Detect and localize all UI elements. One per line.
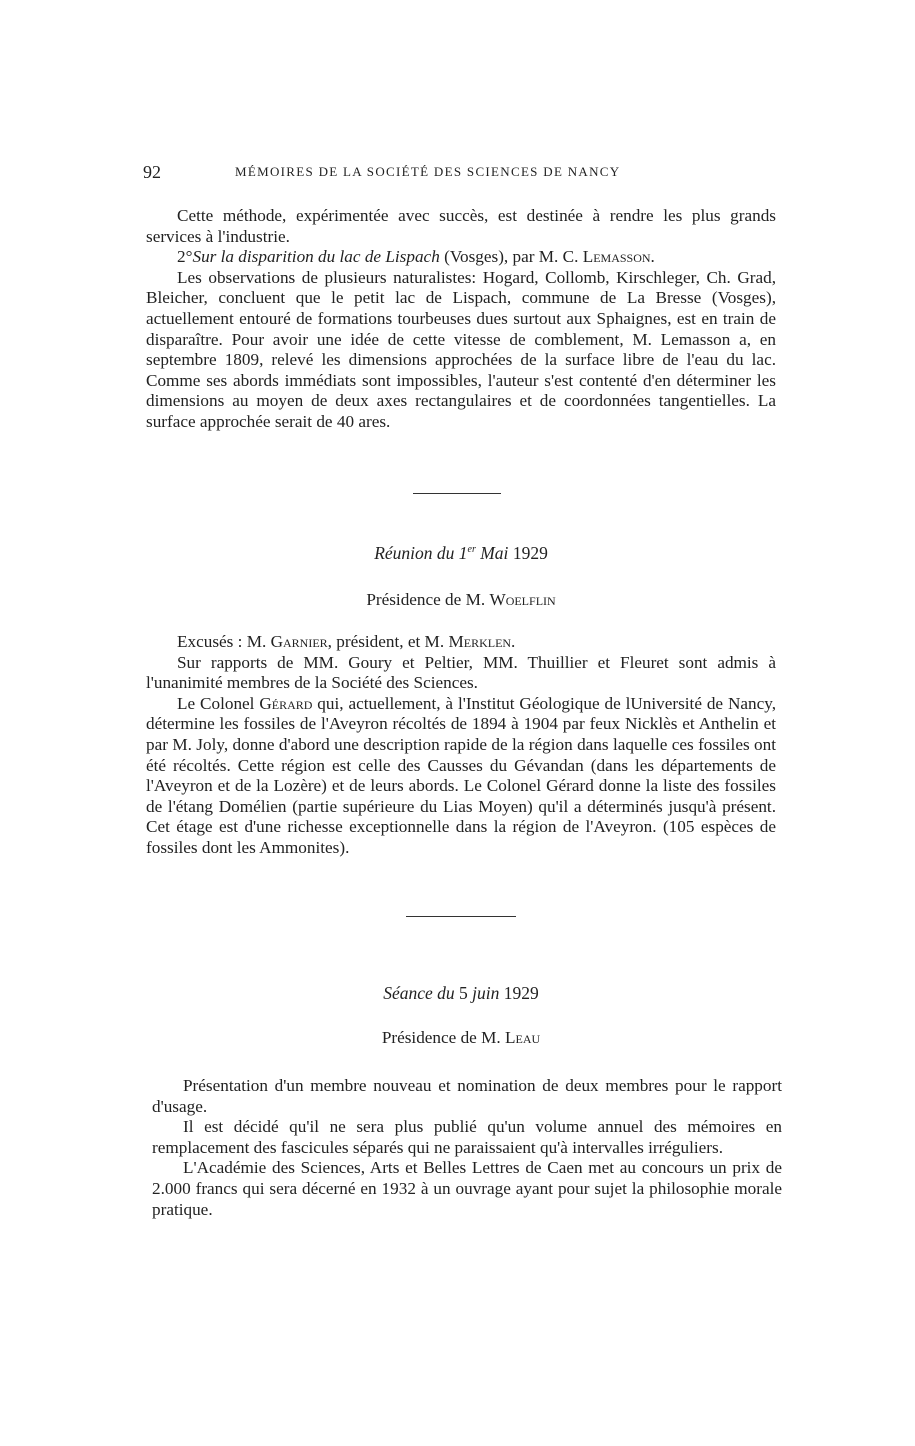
- meeting2-paragraph-new-member: Présentation d'un membre nouveau et nomination de deux membres pour le rapport d'usage.: [152, 1076, 782, 1116]
- meeting2-year: 1929: [499, 983, 539, 1003]
- intro-paragraph-lispach-heading: [146, 247, 776, 268]
- excused-member-1: Garnier: [270, 632, 328, 651]
- running-head: [143, 162, 783, 184]
- meeting1-gerard-paragraph: [146, 694, 776, 859]
- meeting2-presidency: [146, 1028, 776, 1048]
- meeting1-presidency: [146, 590, 776, 610]
- meeting1-title: [146, 543, 776, 564]
- gerard-name: Gérard: [259, 693, 313, 713]
- meeting2-title: [146, 983, 776, 1004]
- meeting1-title-text: Réunion du 1: [374, 543, 468, 563]
- excuses-prefix: Excusés : M.: [177, 632, 271, 651]
- meeting1-title-month: Mai: [475, 543, 509, 563]
- meeting2-title-text: Séance du: [383, 983, 455, 1003]
- meeting1-excuses: [146, 632, 776, 653]
- meeting1-title-superscript: er: [467, 544, 476, 556]
- section-divider-2: [406, 916, 516, 917]
- excuses-mid: , président, et M.: [327, 632, 449, 651]
- meeting1-year: 1929: [508, 543, 548, 563]
- intro-paragraph-lispach-body: Les observations de plusieurs naturalistes: Hogard, Collomb, Kirschleger, Ch. Grad, Bleicher, concluent que le petit lac de Lispach, commune de La Bresse (Vosges), actuellement entouré de formations tourbeuses dues surtout aux Sphaignes, est en train de disparaître. Pour avoir une idée de cette vitesse de comblement, M. Lemasson a, en septembre 1809, relevé les dimensions approchées de la surface libre de l'eau du lac. Comme ses abords immédiats sont impossibles, l'auteur s'est contenté d'en déterminer les dimensions au moyen de deux axes rectangulaires et de coordonnées tangentielles. La surface approchée serait de 40 ares.: [146, 267, 776, 431]
- intro-section: [146, 206, 776, 433]
- article-region: (Vosges), par M. C.: [439, 247, 583, 267]
- meeting2-month: juin: [472, 983, 500, 1003]
- meeting1-president: Woelflin: [489, 590, 556, 609]
- item-number: 2°: [177, 247, 193, 267]
- gerard-prefix: Le Colonel: [177, 693, 260, 713]
- meeting2-body: [152, 1076, 782, 1220]
- excused-member-2: Merklen.: [448, 632, 516, 651]
- meeting1-presidency-prefix: Présidence de M.: [366, 590, 490, 609]
- journal-title: MÉMOIRES DE LA SOCIÉTÉ DES SCIENCES DE NANCY: [235, 164, 621, 179]
- meeting2-president: Leau: [504, 1028, 541, 1047]
- intro-paragraph-method: Cette méthode, expérimentée avec succès, est destinée à rendre les plus grands services à l'industrie.: [146, 206, 776, 246]
- meeting2-day: 5: [454, 983, 473, 1003]
- gerard-text: qui, actuellement, à l'Institut Géologique de lUniversité de Nancy, détermine les fossiles de l'Aveyron récoltés de 1894 à 1904 par feux Nicklès et Anthelin et par M. Joly, donne d'abord une description rapide de la région dans laquelle ces fossiles ont été récoltés. Cette région est celle des Causses du Gévandan (dans les départements de l'Aveyron et de la Lozère) et de leurs abords. Le Colonel Gérard donne la liste des fossiles de l'étang Domélien (partie supérieure du Lias Moyen) qu'il a déterminés jusqu'à présent. Cet étage est d'une richesse exceptionnelle dans la région de l'Aveyron. (105 espèces de fossiles dont les Ammonites).: [146, 693, 776, 857]
- article-title: Sur la disparition du lac de Lispach: [192, 247, 440, 267]
- meeting1-body: [146, 632, 776, 859]
- article-author: Lemasson.: [582, 247, 655, 267]
- meeting2-paragraph-annual-volume: Il est décidé qu'il ne sera plus publié qu'un volume annuel des mémoires en remplacement des fascicules séparés qui ne paraissaient qu'à intervalles irréguliers.: [152, 1117, 782, 1157]
- meeting1-admission-paragraph: Sur rapports de MM. Goury et Peltier, MM. Thuillier et Fleuret sont admis à l'unanimité membres de la Société des Sciences.: [146, 652, 776, 693]
- page-number: 92: [143, 162, 161, 182]
- meeting2-paragraph-caen-prize: L'Académie des Sciences, Arts et Belles Lettres de Caen met au concours un prix de 2.000 francs qui sera décerné en 1932 à un ouvrage ayant pour sujet la philosophie morale pratique.: [152, 1158, 782, 1219]
- meeting2-presidency-prefix: Présidence de M.: [381, 1028, 505, 1047]
- section-divider-1: [413, 493, 501, 494]
